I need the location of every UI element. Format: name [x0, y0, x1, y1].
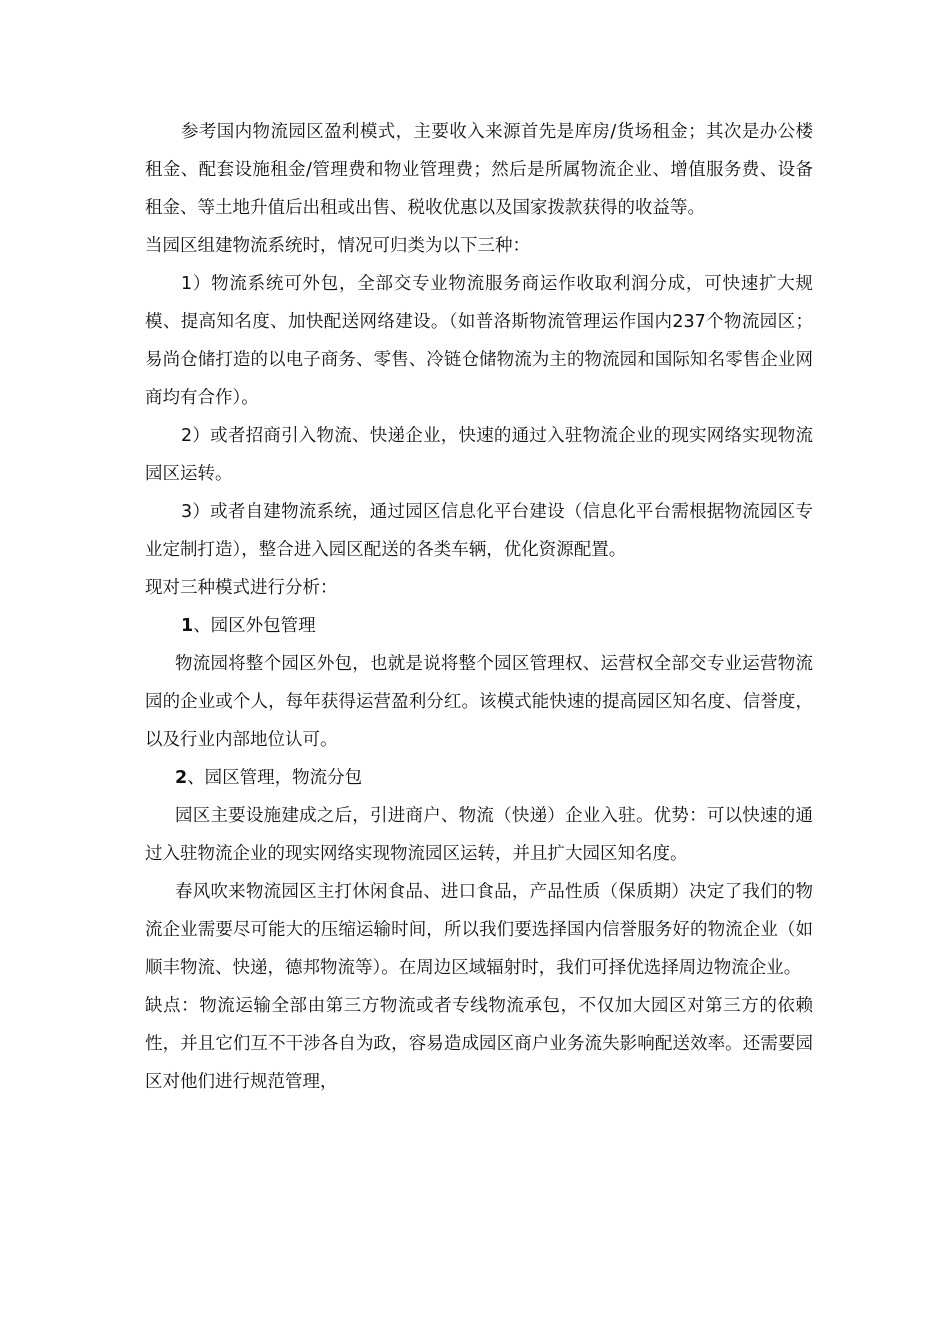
heading-subcontracting [145, 759, 813, 797]
paragraph-option-1: 1）物流系统可外包，全部交专业物流服务商运作收取利润分成，可快速扩大规模、提高知名度、加快配送网络建设。（如普洛斯物流管理运作国内237个物流园区；易尚仓储打造的以电子商务、零售、冷链仓储物流为主的物流园和国际知名零售企业网商均有合作）。 [145, 274, 813, 408]
paragraph-disadvantages: 缺点：物流运输全部由第三方物流或者专线物流承包，不仅加大园区对第三方的依赖性，并且它们互不干涉各自为政，容易造成园区商户业务流失影响配送效率。还需要园区对他们进行规范管理， [145, 996, 813, 1092]
heading-number: 2 [175, 768, 188, 788]
heading-number: 1 [181, 616, 194, 636]
paragraph-outsourcing: 物流园将整个园区外包，也就是说将整个园区管理权、运营权全部交专业运营物流园的企业或个人，每年获得运营盈利分红。该模式能快速的提高园区知名度、信誉度，以及行业内部地位认可。 [145, 654, 813, 750]
paragraph-system-intro: 当园区组建物流系统时，情况可归类为以下三种： [145, 236, 530, 256]
paragraph-chunfeng: 春风吹来物流园区主打休闲食品、进口食品，产品性质（保质期）决定了我们的物流企业需要尽可能大的压缩运输时间，所以我们要选择国内信誉服务好的物流企业（如顺丰物流、快递，德邦物流等）。在周边区域辐射时，我们可择优选择周边物流企业。 [145, 882, 813, 978]
paragraph-analysis-intro: 现对三种模式进行分析： [145, 578, 338, 598]
heading-outsourcing [145, 607, 813, 645]
paragraph-option-2: 2）或者招商引入物流、快递企业，快速的通过入驻物流企业的现实网络实现物流园区运转。 [145, 426, 813, 484]
heading-text: 、园区管理，物流分包 [187, 768, 363, 788]
document-body [145, 113, 813, 1101]
paragraph-option-3: 3）或者自建物流系统，通过园区信息化平台建设（信息化平台需根据物流园区专业定制打造），整合进入园区配送的各类车辆，优化资源配置。 [145, 502, 813, 560]
paragraph-subcontracting: 园区主要设施建成之后，引进商户、物流（快递）企业入驻。优势：可以快速的通过入驻物流企业的现实网络实现物流园区运转，并且扩大园区知名度。 [145, 806, 813, 864]
paragraph-profit-model: 参考国内物流园区盈利模式，主要收入来源首先是库房/货场租金；其次是办公楼租金、配套设施租金/管理费和物业管理费；然后是所属物流企业、增值服务费、设备租金、等土地升值后出租或出售、税收优惠以及国家拨款获得的收益等。 [145, 122, 813, 218]
heading-text: 、园区外包管理 [193, 616, 316, 636]
